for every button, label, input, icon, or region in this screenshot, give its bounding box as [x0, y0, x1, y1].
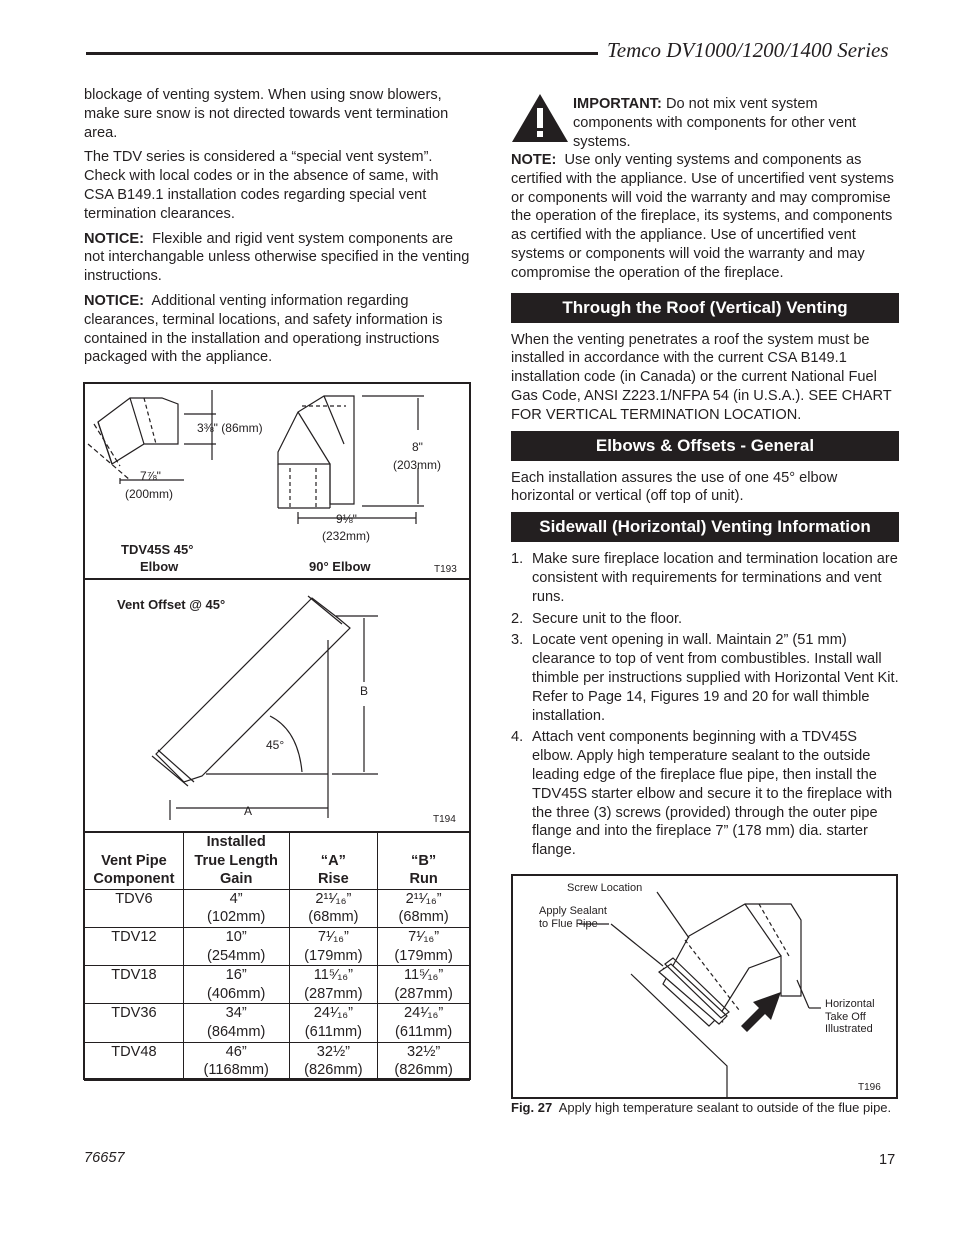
page-title: Temco DV1000/1200/1400 Series [607, 38, 889, 62]
diagram-label: Screw Location [567, 882, 643, 894]
notice-paragraph [84, 230, 470, 286]
table-cell: 11⁵⁄₁₆” (287mm) [289, 966, 378, 1004]
vent-length-table [84, 832, 470, 1081]
list-item: 1. Make sure fireplace location and termination location are consistent with requirements for terminations and vent runs. [511, 551, 898, 605]
section-header: Elbows & Offsets - General [511, 431, 899, 461]
notice-paragraph [84, 292, 470, 367]
table-cell: 10” (254mm) [183, 927, 289, 965]
table-row [85, 889, 470, 927]
table-cell: 16” (406mm) [183, 966, 289, 1004]
left-column [84, 86, 470, 373]
dimension-label: 8" [412, 440, 423, 454]
table-cell: 7¹⁄₁₆” (179mm) [289, 927, 378, 965]
right-column [511, 151, 899, 863]
column-header: “B” Run [378, 833, 470, 890]
paragraph: The TDV series is considered a “special vent system”. Check with local codes or in the absence of same, with CSA B149.1 installation codes regarding special vent termination clearances. [84, 149, 439, 222]
notice-label: NOTICE: [84, 292, 144, 309]
table-cell: 32½” (826mm) [378, 1042, 470, 1080]
table-cell: TDV12 [85, 927, 184, 965]
section-header: Sidewall (Horizontal) Venting Information [511, 512, 899, 542]
diagram-label: Horizontal Take Off Illustrated [825, 998, 875, 1035]
section-header: Through the Roof (Vertical) Venting [511, 293, 899, 323]
page-number: 17 [879, 1152, 896, 1168]
table-cell: TDV6 [85, 889, 184, 927]
table-cell: 24¹⁄₁₆” (611mm) [289, 1004, 378, 1042]
list-item: 2. Secure unit to the floor. [511, 610, 683, 627]
table-row [85, 1004, 470, 1042]
paragraph: When the venting penetrates a roof the system must be installed in accordance with the current CSA B149.1 installation code (in Canada) or the current National Fuel Gas Code, ANSI Z223.1/NFPA 54 (in U.S.A.). SEE CHART FOR VERTICAL TERMINATION LOCATION. [511, 331, 892, 423]
notice-text: Flexible and rigid vent system components are not interchangable unless otherwise specified in the venting instructions. [84, 230, 470, 285]
table-cell: 7¹⁄₁₆” (179mm) [378, 927, 470, 965]
column-header: “A” Rise [289, 833, 378, 890]
table-row [85, 1042, 470, 1080]
warning-icon [511, 93, 569, 143]
paragraph: Each installation assures the use of one 45° elbow horizontal or vertical (off top of unit). [511, 469, 838, 505]
note-label: NOTE: [511, 152, 557, 168]
important-text: Do not mix vent system components with components for other vent systems. [573, 96, 857, 150]
table-cell: 11⁵⁄₁₆” (287mm) [378, 966, 470, 1004]
figure-code: T193 [434, 564, 457, 575]
document-number: 76657 [84, 1150, 125, 1166]
figure-label: Elbow [140, 559, 179, 574]
header-rule [86, 52, 598, 55]
table-cell: 2¹¹⁄₁₆” (68mm) [378, 889, 470, 927]
dimension-label: (232mm) [322, 529, 371, 543]
figure-code: T196 [858, 1082, 881, 1093]
dimension-label: 9⅛" [336, 512, 357, 526]
vent-offset-drawing [84, 580, 470, 830]
dimension-label: A [244, 804, 253, 818]
figure-label: Vent Offset @ 45° [117, 597, 226, 612]
table-cell: 46” (1168mm) [183, 1042, 289, 1080]
important-label: IMPORTANT: [573, 96, 662, 112]
figure-label: 90° Elbow [309, 559, 371, 574]
dimension-label: (200mm) [125, 487, 174, 501]
table-cell: 2¹¹⁄₁₆” (68mm) [289, 889, 378, 927]
list-item: 4. Attach vent components beginning with a TDV45S elbow. Apply high temperature sealant to the outside leading edge of the fireplace flue pipe, then install the TDV45S starter elbow and secure it to the fireplace with the three (3) screws (provided) through the outer pipe flange and into the fireplace 7” (178 mm) dia. starter flange. [511, 729, 893, 859]
paragraph: blockage of venting system. When using snow blowers, make sure snow is not directed towards vent termination area. [84, 87, 449, 141]
notice-text: Additional venting information regarding clearances, terminal locations, and safety information is contained in the installation and operationg instructions packaged with the appliance. [84, 292, 443, 366]
list-item: 3. Locate vent opening in wall. Maintain 2” (51 mm) clearance to top of vent from combustibles. Install wall thimble per instructions supplied with Horizontal Vent Kit. Refer to Page 14, Figures 19 and 20 for wall thimble installation. [511, 632, 899, 724]
figure-label: TDV45S 45° [121, 542, 194, 557]
note-text: Use only venting systems and components as certified with the appliance. Use of uncertified vent systems or components will void the warranty and may compromise the operation of the fireplace, its systems, and components as certified with the appliance. Use of uncertified vent systems or components will void the warranty and may compromise the operation of the fireplace. [511, 152, 894, 281]
table-cell: TDV36 [85, 1004, 184, 1042]
table-cell: 34” (864mm) [183, 1004, 289, 1042]
column-header: Vent Pipe Component [85, 833, 184, 890]
angle-label: 45° [266, 738, 285, 752]
important-note [573, 95, 899, 151]
table-cell: TDV18 [85, 966, 184, 1004]
diagram-label: Apply Sealant to Flue Pipe [539, 905, 607, 930]
table-cell: 4” (102mm) [183, 889, 289, 927]
table-cell: 24¹⁄₁₆” (611mm) [378, 1004, 470, 1042]
column-header: Installed True Length Gain [183, 833, 289, 890]
instruction-list [511, 550, 899, 860]
dimension-label: 3⅜" (86mm) [197, 421, 263, 435]
dimension-label: B [360, 684, 369, 698]
figure-code: T194 [433, 814, 456, 825]
table-cell: TDV48 [85, 1042, 184, 1080]
figure-caption [511, 1099, 898, 1116]
caption-text: Apply high temperature sealant to outside of the flue pipe. [558, 1100, 892, 1115]
table-header-row [85, 833, 470, 890]
notice-label: NOTICE: [84, 230, 144, 247]
table-row [85, 966, 470, 1004]
note-paragraph [511, 151, 899, 283]
table-row [85, 927, 470, 965]
dimension-label: (203mm) [393, 458, 442, 472]
table-cell: 32½” (826mm) [289, 1042, 378, 1080]
caption-label: Fig. 27 [511, 1100, 553, 1115]
dimension-label: 7⅞" [140, 469, 161, 483]
